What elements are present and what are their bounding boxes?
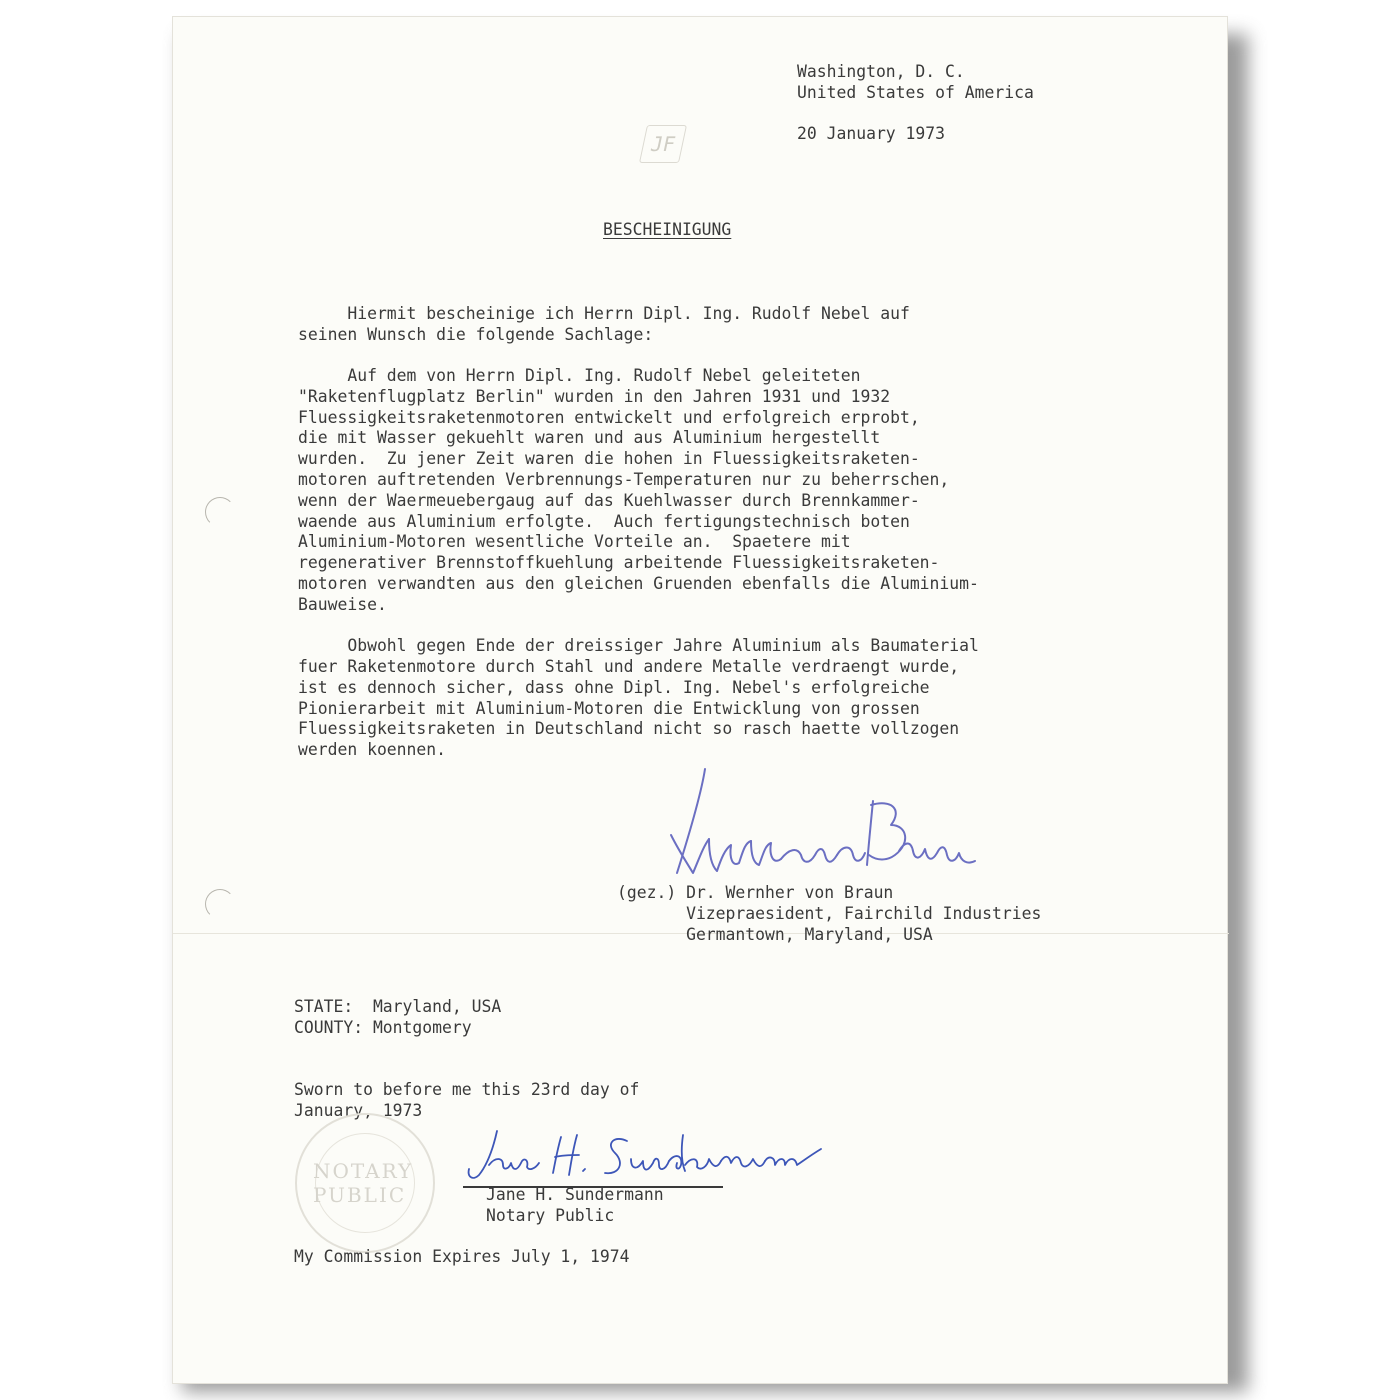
notary-title: Notary Public <box>486 1206 615 1225</box>
letterhead-emboss-mark <box>639 125 687 163</box>
document-title: BESCHEINIGUNG <box>603 220 732 239</box>
body-line: Obwohl gegen Ende der dreissiger Jahre Aluminium als Baumaterial <box>298 636 979 655</box>
signatory-title: Vizepraesident, Fairchild Industries <box>617 904 1042 923</box>
body-line: werden koennen. <box>298 740 447 759</box>
body-line: motoren auftretenden Verbrennungs-Temperaturen nur zu beherrschen, <box>298 470 950 489</box>
body-line: wurden. Zu jener Zeit waren die hohen in Fluessigkeitsraketen- <box>298 449 920 468</box>
body-line: Bauweise. <box>298 595 387 614</box>
header-city: Washington, D. C. <box>797 62 965 81</box>
header-country: United States of America <box>797 83 1034 102</box>
body-line: "Raketenflugplatz Berlin" wurden in den Jahren 1931 und 1932 <box>298 387 891 406</box>
commission-expiry: My Commission Expires July 1, 1974 <box>294 1247 630 1266</box>
signatory-location: Germantown, Maryland, USA <box>617 925 933 944</box>
signatory-name: (gez.) Dr. Wernher von Braun <box>617 883 894 902</box>
body-line: Hiermit bescheinige ich Herrn Dipl. Ing. Rudolf Nebel auf <box>298 304 910 323</box>
county-line: COUNTY: Montgomery <box>294 1018 472 1037</box>
body-line: Auf dem von Herrn Dipl. Ing. Rudolf Nebel geleiteten <box>298 366 861 385</box>
body-line: Aluminium-Motoren wesentliche Vorteile an. Spaetere mit <box>298 532 851 551</box>
body-line: wenn der Waermeuebergaug auf das Kuehlwasser durch Brennkammer- <box>298 491 920 510</box>
notary-signature <box>459 1125 839 1189</box>
notary-name: Jane H. Sundermann <box>486 1185 664 1204</box>
state-line: STATE: Maryland, USA <box>294 997 502 1016</box>
punch-hole-top <box>205 497 235 527</box>
body-line: Pionierarbeit mit Aluminium-Motoren die Entwicklung von grossen <box>298 699 920 718</box>
body-line: Fluessigkeitsraketenmotoren entwickelt und erfolgreich erprobt, <box>298 408 920 427</box>
body-line: die mit Wasser gekuehlt waren und aus Aluminium hergestellt <box>298 428 881 447</box>
oath-line: Sworn to before me this 23rd day of <box>294 1080 640 1099</box>
emboss-text: JF <box>648 132 678 156</box>
notary-seal <box>295 1113 435 1253</box>
body-line: ist es dennoch sicher, dass ohne Dipl. Ing. Nebel's erfolgreiche <box>298 678 930 697</box>
punch-hole-bottom <box>205 889 235 919</box>
body-line: regenerativer Brennstoffkuehlung arbeitende Fluessigkeitsraketen- <box>298 553 940 572</box>
body-line: motoren verwandten aus den gleichen Gruenden ebenfalls die Aluminium- <box>298 574 979 593</box>
body-line: Fluessigkeitsraketen in Deutschland nicht so rasch haette vollzogen <box>298 719 960 738</box>
document-sheet <box>172 16 1228 1384</box>
notary-seal-text: NOTARY PUBLIC <box>313 1159 414 1207</box>
body-line: seinen Wunsch die folgende Sachlage: <box>298 325 654 344</box>
body-line: waende aus Aluminium erfolgte. Auch fertigungstechnisch boten <box>298 512 910 531</box>
body-line: fuer Raketenmotore durch Stahl und andere Metalle verdraengt wurde, <box>298 657 960 676</box>
wernher-von-braun-signature <box>659 755 979 895</box>
oath-line: January, 1973 <box>294 1101 423 1120</box>
header-date: 20 January 1973 <box>797 124 946 143</box>
